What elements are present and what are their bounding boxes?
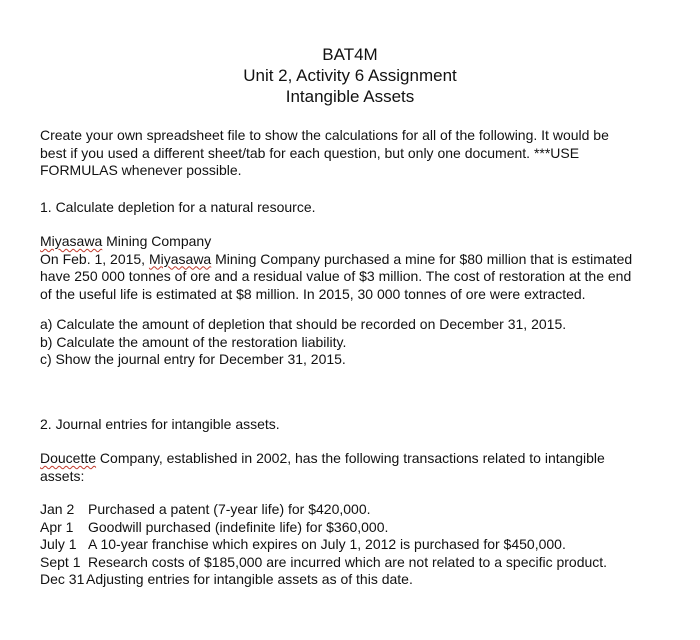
q2-intro-line — [40, 450, 640, 468]
transaction-text: Purchased a patent (7-year life) for $420,000. — [88, 501, 371, 517]
company-name: Miyasawa — [40, 233, 103, 249]
question-1-heading — [40, 199, 640, 217]
question-2-heading-text: 2. Journal entries for intangible assets. — [40, 416, 280, 432]
company-name: Doucette — [40, 450, 97, 466]
company-name-rest: Mining Company — [102, 233, 212, 249]
scenario-text: On Feb. 1, 2015, — [40, 250, 149, 267]
transaction-row — [40, 536, 640, 554]
transaction-text: Goodwill purchased (indefinite life) for $360,000. — [88, 518, 389, 535]
transaction-row — [40, 554, 640, 572]
part-c: c) Show the journal entry for December 31, 2015. — [40, 351, 346, 367]
question-1-heading-text: 1. Calculate depletion for a natural resource. — [40, 199, 316, 215]
document-title — [0, 44, 700, 107]
transaction-row — [40, 501, 640, 519]
intro-line: best if you used a different sheet/tab for each question, but only one document. ***USE — [40, 144, 580, 161]
transaction-date: Jan 2 — [40, 501, 75, 517]
question-1-scenario — [40, 233, 640, 303]
scenario-text: Mining Company purchased a mine for $80 million that is estimated — [211, 250, 633, 267]
scenario-line — [40, 251, 640, 269]
company-heading — [40, 233, 640, 251]
intro-line: Create your own spreadsheet file to show the calculations for all of the following. It would be — [40, 127, 609, 143]
assignment-title: Unit 2, Activity 6 Assignment — [243, 66, 457, 85]
question-2-intro — [40, 450, 640, 485]
intro-line: FORMULAS whenever possible. — [40, 162, 242, 178]
q2-intro-text: Company, established in 2002, has the following transactions related to intangible — [96, 450, 605, 466]
question-1-parts — [40, 316, 640, 369]
scenario-line: of the useful life is estimated at $8 million. In 2015, 30 000 tonnes of ore were extracted. — [40, 285, 586, 302]
part-a: a) Calculate the amount of depletion that should be recorded on December 31, 2015. — [40, 316, 567, 332]
company-name: Miyasawa — [148, 250, 212, 267]
transaction-date: Dec 31 — [40, 571, 85, 587]
transaction-text: Adjusting entries for intangible assets as of this date. — [86, 571, 413, 587]
transaction-text: Research costs of $185,000 are incurred which are not related to a specific product. — [88, 553, 608, 570]
transaction-row — [40, 571, 640, 589]
transaction-text: A 10-year franchise which expires on July 1, 2012 is purchased for $450,000. — [88, 536, 566, 552]
topic-title: Intangible Assets — [285, 87, 415, 106]
q2-intro-line: assets: — [40, 467, 85, 484]
intro-paragraph — [40, 127, 640, 180]
question-2-heading — [40, 416, 640, 434]
transactions-list — [40, 501, 640, 589]
part-b: b) Calculate the amount of the restoration liability. — [40, 333, 347, 350]
course-code: BAT4M — [322, 45, 378, 64]
scenario-line: have 250 000 tonnes of ore and a residual value of $3 million. The cost of restoration at the end — [40, 268, 632, 284]
transaction-date: Apr 1 — [40, 518, 74, 535]
transaction-row — [40, 519, 640, 537]
transaction-date: Sept 1 — [40, 553, 81, 570]
transaction-date: July 1 — [40, 536, 77, 552]
